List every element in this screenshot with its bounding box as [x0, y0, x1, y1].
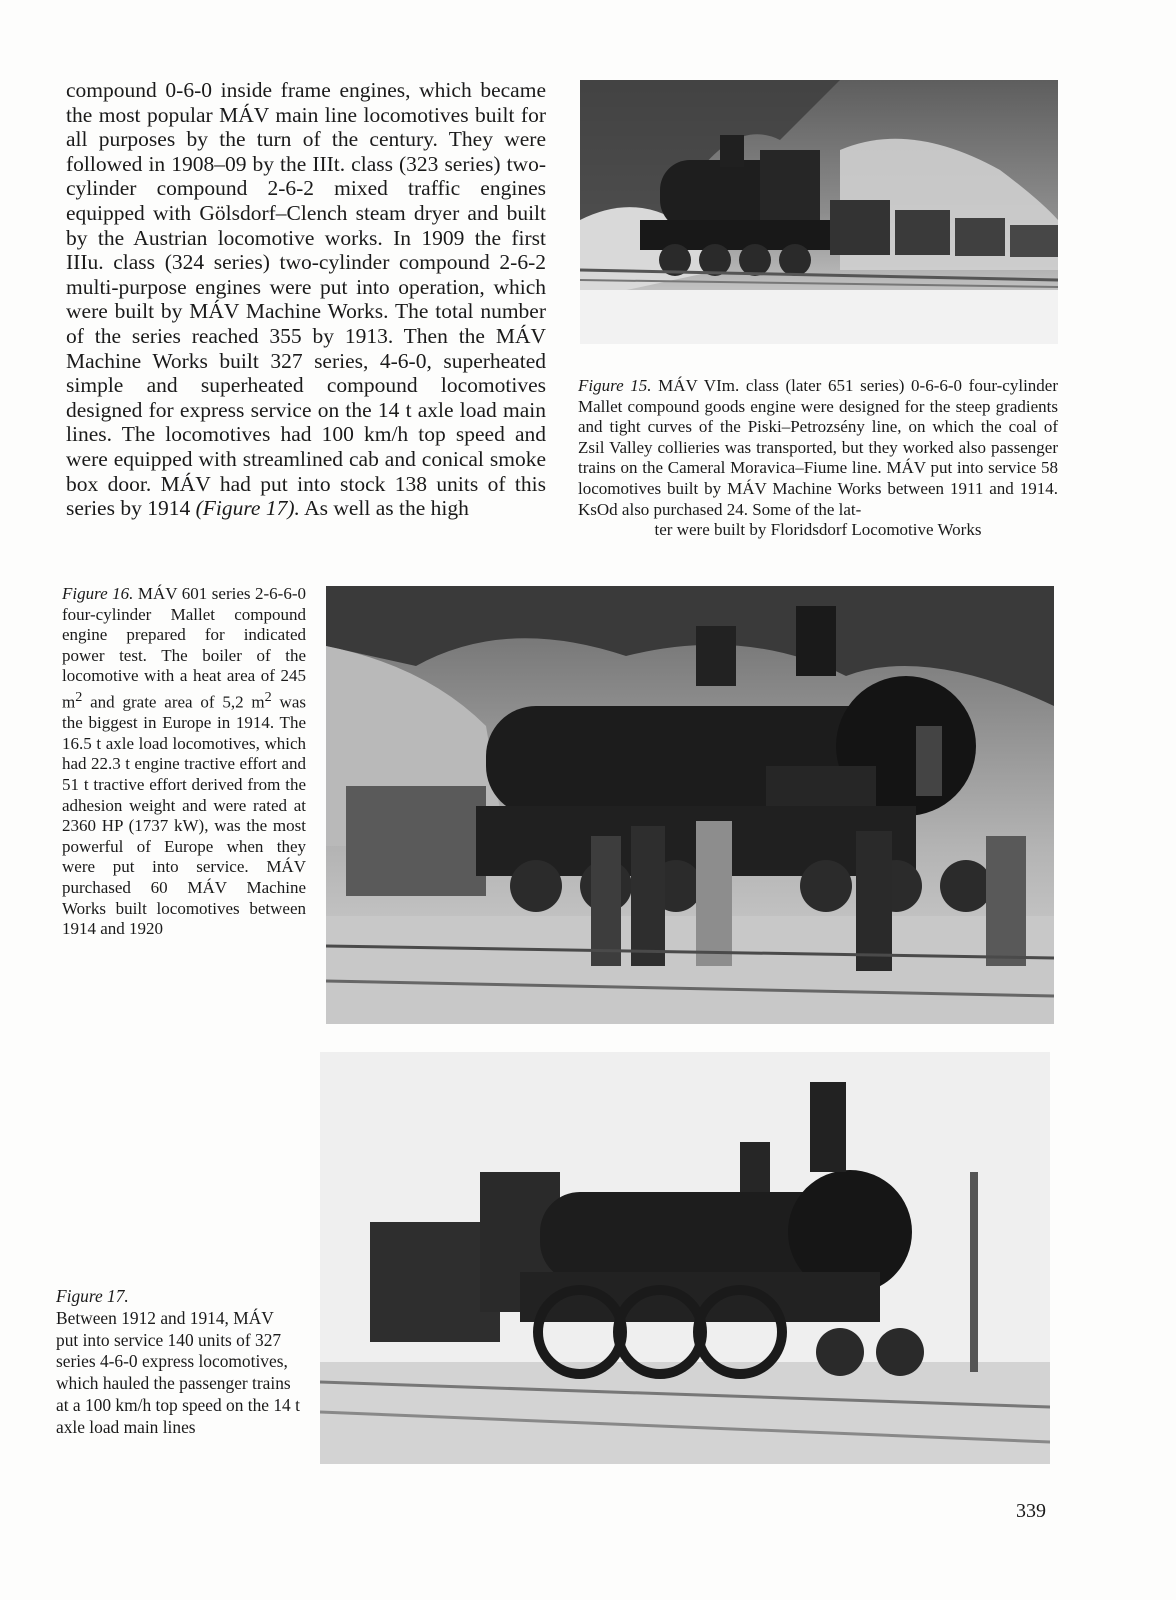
figure-15-label: Figure 15. — [578, 376, 652, 395]
figure-16-text-a: MÁV 601 series 2-6-6-0 four-cylinder Mallet compound engine prepared for indicated power test. The boiler of the locomotive with a heat area of 245 m — [62, 584, 306, 712]
figure-15-photo — [580, 80, 1058, 344]
page-number: 339 — [1016, 1500, 1046, 1522]
figure-16-caption — [62, 584, 306, 940]
figure-15-text: MÁV VIm. class (later 651 series) 0-6-6-0 four-cylinder Mallet compound goods engine were designed for the steep gradients and tight curves of the Piski–Petrozsény line, on which the coal of Zsil Valley collieries was transported, but they worked also passenger trains on the Cameral Moravica–Fiume line. MÁV put into service 58 locomotives built by MÁV Machine Works between 1911 and 1914. KsOd also purchased 24. Some of the lat- — [578, 376, 1058, 519]
figure-16-text-c: was the biggest in Europe in 1914. The 16.5 t axle load locomotives, which had 22.3 t engine tractive effort and 51 t tractive effort derived from the adhesion weight and were rated at 2360 HP (1737 kW), was the most powerful of Europe when they were put into service. MÁV purchased 60 MÁV Machine Works built locomotives between 1914 and 1920 — [62, 692, 306, 939]
figure-16-text-b: and grate area of 5,2 m — [82, 692, 265, 712]
figure-17-text: Between 1912 and 1914, MÁV put into service 140 units of 327 series 4-6-0 express locomotives, which hauled the passenger trains at a 100 km/h top speed on the 14 t axle load main lines — [56, 1307, 300, 1437]
figure-17-label: Figure 17. — [56, 1286, 129, 1306]
body-text — [66, 78, 546, 521]
body-text-tail: As well as the high — [299, 496, 469, 521]
figure-15-last-line: ter were built by Floridsdorf Locomotive Works — [654, 520, 982, 540]
figure-16-photo — [326, 586, 1054, 1024]
figure-17-caption — [56, 1286, 300, 1439]
figure-17-photo — [320, 1052, 1050, 1464]
body-text-main: compound 0-6-0 inside frame engines, which became the most popular MÁV main line locomotives built for all purposes by the turn of the century. They were followed in 1908–09 by the IIIt. class (323 series) two-cylinder compound 2-6-2 mixed traffic engines equipped with Gölsdorf–Clench steam dryer and built by the Austrian locomotive works. In 1909 the first IIIu. class (324 series) two-cylinder compound 2-6-2 multi-purpose engines were put into operation, which were built by MÁV Machine Works. The total number of the series reached 355 by 1913. Then the MÁV Machine Works built 327 series, 4-6-0, superheated simple and superheated compound locomotives designed for express service on the 14 t axle load main lines. The locomotives had 100 km/h top speed and were equipped with streamlined cab and conical smoke box door. MÁV had put into stock 138 units of this series by 1914 — [66, 78, 546, 521]
figure-16-sup-a: 2 — [75, 688, 83, 705]
figure-16-label: Figure 16. — [62, 584, 134, 603]
figure-16-sup-b: 2 — [264, 688, 272, 705]
figure-15-caption — [578, 376, 1058, 541]
body-text-figure-ref: (Figure 17). — [195, 496, 300, 521]
